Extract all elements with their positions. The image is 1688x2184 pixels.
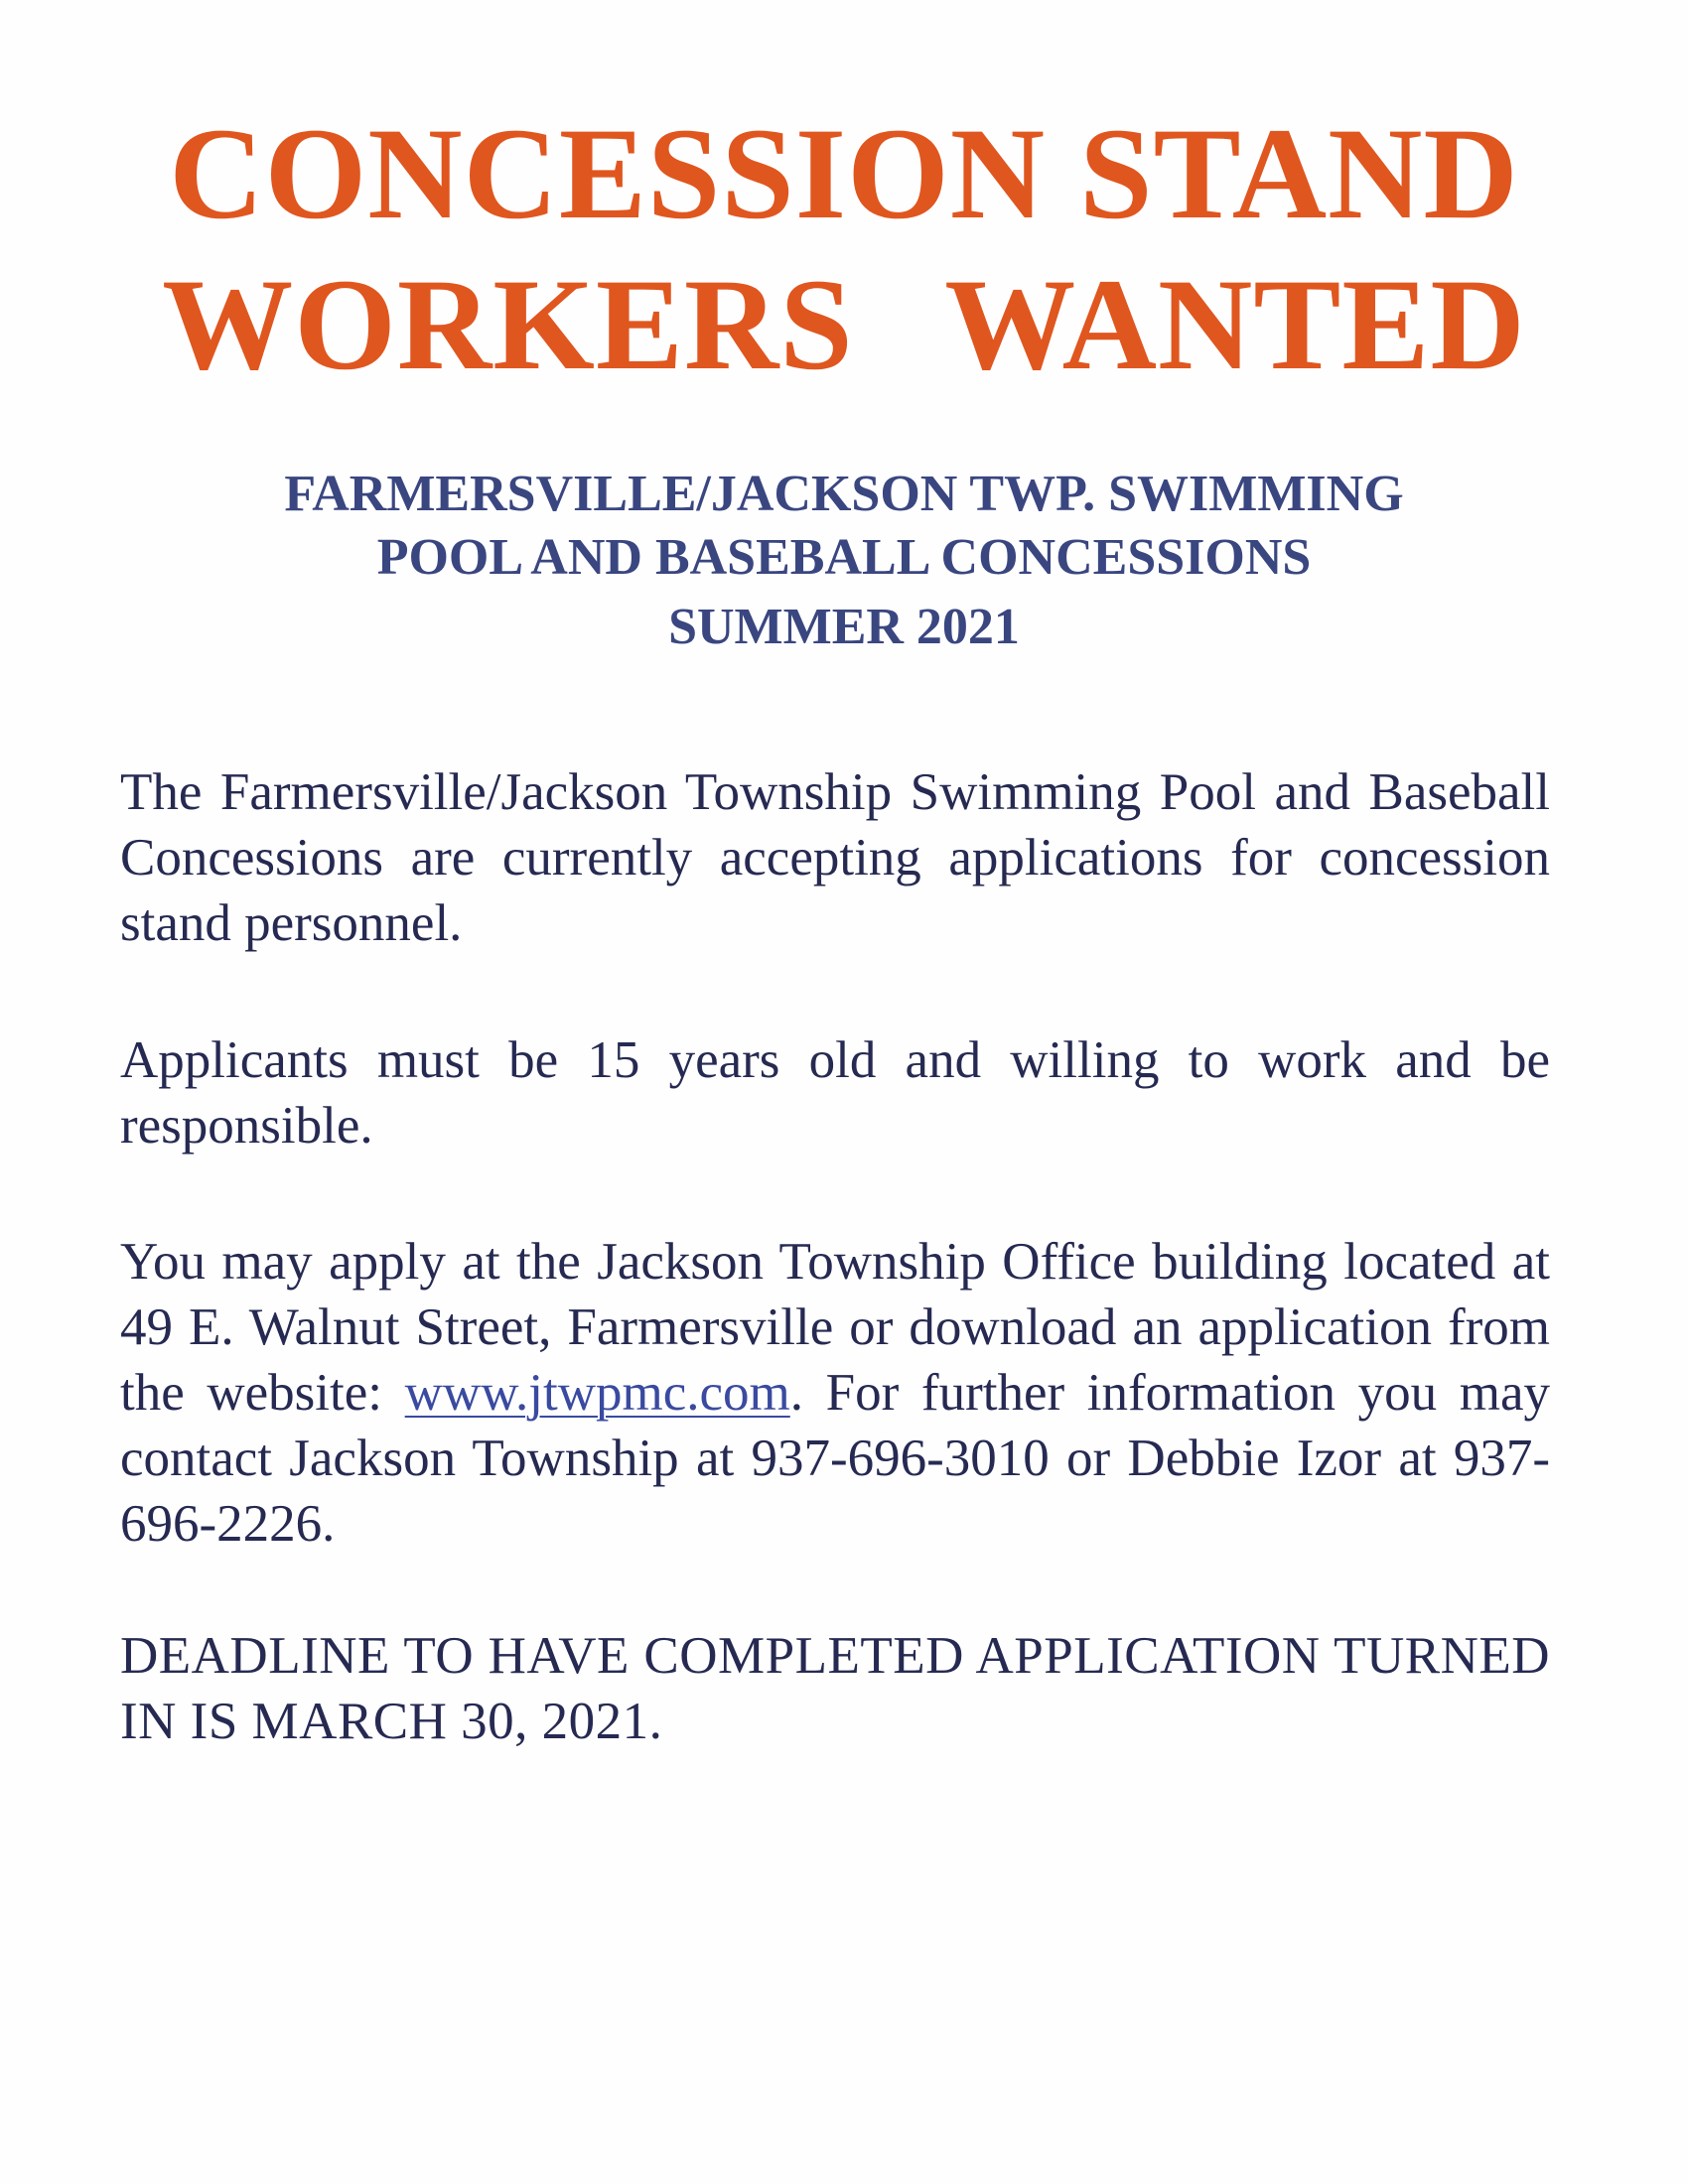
deadline-paragraph: DEADLINE TO HAVE COMPLETED APPLICATION TURNED IN IS MARCH 30, 2021. [120, 1627, 1550, 1750]
subheading-line-2: POOL AND BASEBALL CONCESSIONS [376, 529, 1312, 586]
requirements-paragraph: Applicants must be 15 years old and willing to work and be responsible. [120, 1031, 1550, 1155]
intro-paragraph: The Farmersville/Jackson Township Swimming Pool and Baseball Concessions are currently accepting applications for concession stand personnel. [120, 763, 1550, 952]
apply-text-before: You may apply at the Jackson Township Office building located at 49 E. Walnut Street, Farmersville or download an application from the website: [120, 1233, 1550, 1422]
subheading-line-1: FARMERSVILLE/JACKSON TWP. SWIMMING [284, 466, 1404, 522]
headline-line-1: CONCESSION STAND [169, 100, 1519, 246]
website-link[interactable]: www.jtwpmc.com [404, 1364, 790, 1422]
headline-line-2: WORKERS WANTED [162, 251, 1526, 397]
subheading-line-3: SUMMER 2021 [668, 599, 1020, 655]
apply-paragraph [120, 1229, 1550, 1557]
apply-text-after: . For further information you may contact Jackson Township at 937-696-3010 or Debbie Izor at 937-696-2226. [120, 1364, 1551, 1553]
